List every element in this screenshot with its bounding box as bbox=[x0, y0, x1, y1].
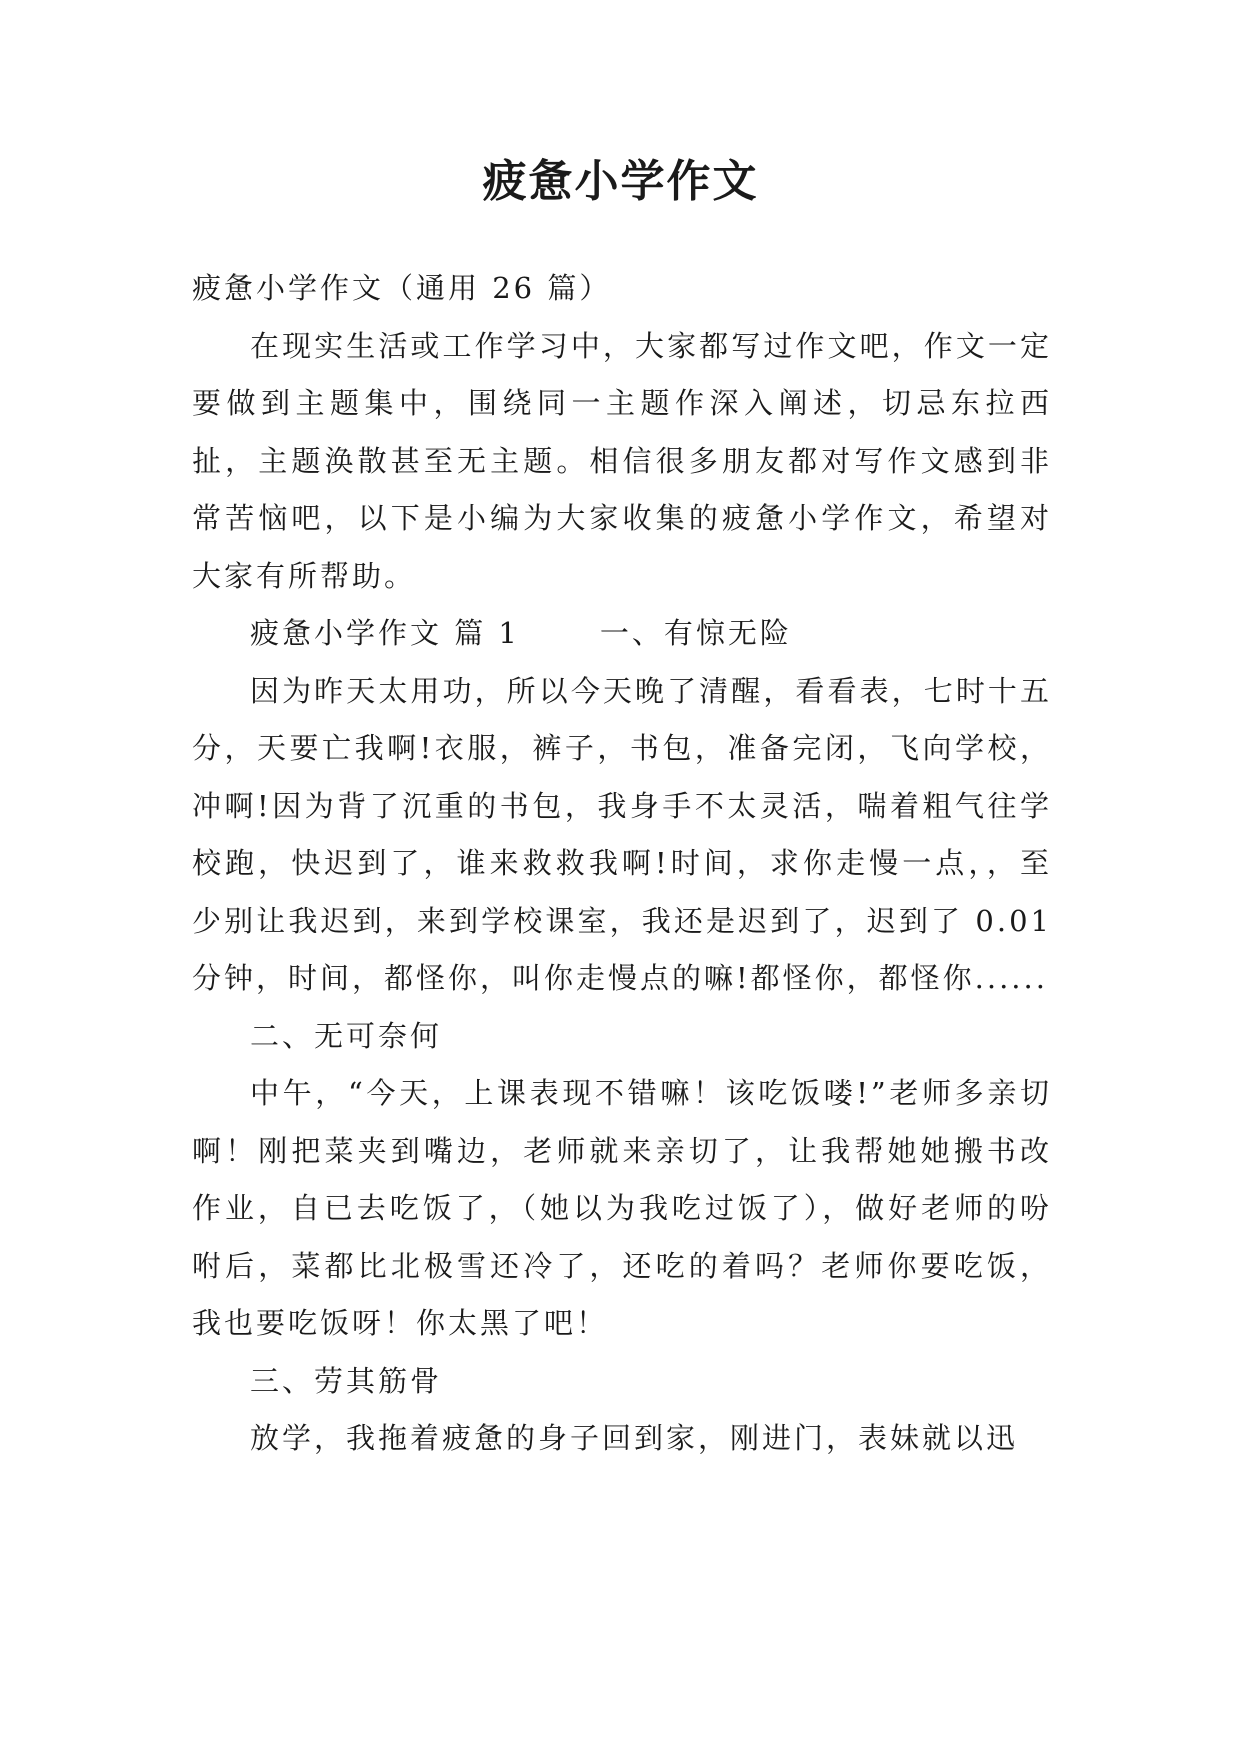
section-paragraph-3: 放学，我拖着疲惫的身子回到家，刚进门，表妹就以迅 bbox=[250, 1421, 1019, 1455]
document-subtitle: 疲惫小学作文（通用 26 篇） bbox=[192, 271, 612, 305]
document-title: 疲惫小学作文 bbox=[482, 156, 759, 207]
document-body bbox=[192, 260, 1052, 1468]
section-heading-1: 一、有惊无险 bbox=[599, 616, 792, 650]
intro-paragraph: 在现实生活或工作学习中，大家都写过作文吧，作文一定要做到主题集中，围绕同一主题作深入阐述，切忌东拉西扯，主题涣散甚至无主题。相信很多朋友都对写作文感到非常苦恼吧，以下是小编为大家收集的疲惫小学作文，希望对大家有所帮助。 bbox=[192, 328, 1052, 593]
section-paragraph-2: 中午，“今天，上课表现不错嘛！该吃饭喽!”老师多亲切啊！刚把菜夹到嘴边，老师就来亲切了，让我帮她她搬书改作业，自已去吃饭了，（她以为我吃过饭了），做好老师的吩咐后，菜都比北极雪还冷了，还吃的着吗？老师你要吃饭，我也要吃饭呀！你太黑了吧！ bbox=[192, 1076, 1052, 1340]
section-heading-3: 三、劳其筋骨 bbox=[250, 1363, 443, 1398]
article-heading-line bbox=[192, 605, 1052, 663]
article-label: 疲惫小学作文 篇 1 bbox=[250, 616, 520, 650]
section-paragraph-1: 因为昨天太用功，所以今天晚了清醒，看看表，七时十五分，天要亡我啊!衣服，裤子，书包，准备完闭，飞向学校，冲啊!因为背了沉重的书包，我身手不太灵活，喘着粗气往学校跑，快迟到了，谁来救救我啊!时间，求你走慢一点，，至少别让我迟到，来到学校课室，我还是迟到了，迟到了 0.01 分钟，时间，都怪你，叫你走慢点的嘛!都怪你，都怪你...... bbox=[192, 673, 1052, 995]
section-heading-2: 二、无可奈何 bbox=[250, 1018, 443, 1053]
